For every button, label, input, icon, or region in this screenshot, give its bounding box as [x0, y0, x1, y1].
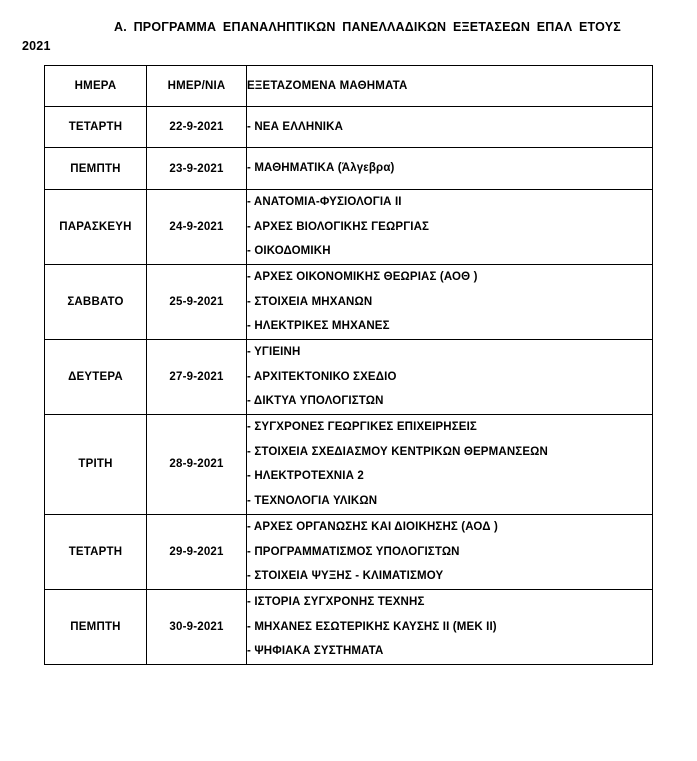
- cell-day: ΠΕΜΠΤΗ: [45, 148, 147, 190]
- cell-date: 22-9-2021: [147, 106, 247, 148]
- cell-subjects: [247, 340, 653, 415]
- subject-item: - ΣΥΓΧΡΟΝΕΣ ΓΕΩΡΓΙΚΕΣ ΕΠΙΧΕΙΡΗΣΕΙΣ: [247, 421, 477, 434]
- subject-item: - ΙΣΤΟΡΙΑ ΣΥΓΧΡΟΝΗΣ ΤΕΧΝΗΣ: [247, 595, 425, 608]
- subject-item: - ΑΡΧΙΤΕΚΤΟΝΙΚΟ ΣΧΕΔΙΟ: [247, 370, 397, 383]
- table-row: [45, 106, 653, 148]
- cell-day: ΔΕΥΤΕΡΑ: [45, 340, 147, 415]
- cell-date: 29-9-2021: [147, 514, 247, 589]
- table-row: [45, 148, 653, 190]
- cell-date: 27-9-2021: [147, 340, 247, 415]
- subject-item: - ΑΡΧΕΣ ΟΙΚΟΝΟΜΙΚΗΣ ΘΕΩΡΙΑΣ (ΑΟΘ ): [247, 271, 478, 284]
- cell-subjects: [247, 589, 653, 664]
- table-row: [45, 415, 653, 515]
- subject-item: - ΗΛΕΚΤΡΟΤΕΧΝΙΑ 2: [247, 470, 364, 483]
- subject-item: - ΝΕΑ ΕΛΛΗΝΙΚΑ: [247, 120, 344, 133]
- cell-subjects: [247, 415, 653, 515]
- subject-item: - ΠΡΟΓΡΑΜΜΑΤΙΣΜΟΣ ΥΠΟΛΟΓΙΣΤΩΝ: [247, 545, 460, 558]
- table-row: [45, 265, 653, 340]
- exam-schedule-table: [44, 65, 653, 665]
- column-header-date: ΗΜΕΡ/ΝΙΑ: [147, 65, 247, 106]
- subject-item: - ΣΤΟΙΧΕΙΑ ΣΧΕΔΙΑΣΜΟΥ ΚΕΝΤΡΙΚΩΝ ΘΕΡΜΑΝΣΕΩΝ: [247, 445, 548, 458]
- cell-day: ΣΑΒΒΑΤΟ: [45, 265, 147, 340]
- table-header-row: [45, 65, 653, 106]
- subject-item: - ΣΤΟΙΧΕΙΑ ΜΗΧΑΝΩΝ: [247, 295, 373, 308]
- cell-date: 23-9-2021: [147, 148, 247, 190]
- cell-subjects: [247, 265, 653, 340]
- subject-item: - ΗΛΕΚΤΡΙΚΕΣ ΜΗΧΑΝΕΣ: [247, 320, 390, 333]
- cell-subjects: [247, 190, 653, 265]
- page-title-line2: 2021: [22, 39, 51, 54]
- page-title-line1: Α. ΠΡΟΓΡΑΜΜΑ ΕΠΑΝΑΛΗΠΤΙΚΩΝ ΠΑΝΕΛΛΑΔΙΚΩΝ ΕΞΕΤΑΣΕΩΝ ΕΠΑΛ ΕΤΟΥΣ: [114, 20, 621, 34]
- cell-day: ΤΕΤΑΡΤΗ: [45, 106, 147, 148]
- cell-day: ΤΕΤΑΡΤΗ: [45, 514, 147, 589]
- table-row: [45, 340, 653, 415]
- table-row: [45, 190, 653, 265]
- table-row: [45, 589, 653, 664]
- column-header-subjects: ΕΞΕΤΑΖΟΜΕΝΑ ΜΑΘΗΜΑΤΑ: [247, 65, 653, 106]
- cell-date: 24-9-2021: [147, 190, 247, 265]
- table-body: [45, 106, 653, 664]
- subject-item: - ΨΗΦΙΑΚΑ ΣΥΣΤΗΜΑΤΑ: [247, 645, 384, 658]
- subject-item: - ΔΙΚΤΥΑ ΥΠΟΛΟΓΙΣΤΩΝ: [247, 395, 384, 408]
- subject-item: - ΜΑΘΗΜΑΤΙΚΑ (Άλγεβρα): [247, 162, 395, 175]
- subject-item: - ΑΡΧΕΣ ΟΡΓΑΝΩΣΗΣ ΚΑΙ ΔΙΟΙΚΗΣΗΣ (ΑΟΔ ): [247, 520, 498, 533]
- subject-item: - ΤΕΧΝΟΛΟΓΙΑ ΥΛΙΚΩΝ: [247, 495, 378, 508]
- cell-date: 28-9-2021: [147, 415, 247, 515]
- subject-item: - ΑΡΧΕΣ ΒΙΟΛΟΓΙΚΗΣ ΓΕΩΡΓΙΑΣ: [247, 220, 430, 233]
- cell-day: ΠΕΜΠΤΗ: [45, 589, 147, 664]
- cell-subjects: [247, 148, 653, 190]
- subject-item: - ΣΤΟΙΧΕΙΑ ΨΥΞΗΣ - ΚΛΙΜΑΤΙΣΜΟΥ: [247, 570, 444, 583]
- subject-item: - ΑΝΑΤΟΜΙΑ-ΦΥΣΙΟΛΟΓΙΑ ΙΙ: [247, 196, 402, 209]
- cell-subjects: [247, 514, 653, 589]
- subject-item: - ΥΓΙΕΙΝΗ: [247, 346, 301, 359]
- cell-date: 25-9-2021: [147, 265, 247, 340]
- subject-item: - ΜΗΧΑΝΕΣ ΕΣΩΤΕΡΙΚΗΣ ΚΑΥΣΗΣ ΙΙ (ΜΕΚ ΙΙ): [247, 620, 497, 633]
- cell-date: 30-9-2021: [147, 589, 247, 664]
- cell-day: ΤΡΙΤΗ: [45, 415, 147, 515]
- table-row: [45, 514, 653, 589]
- column-header-day: ΗΜΕΡΑ: [45, 65, 147, 106]
- cell-subjects: [247, 106, 653, 148]
- cell-day: ΠΑΡΑΣΚΕΥΗ: [45, 190, 147, 265]
- page-title: [0, 0, 697, 57]
- subject-item: - ΟΙΚΟΔΟΜΙΚΗ: [247, 245, 331, 258]
